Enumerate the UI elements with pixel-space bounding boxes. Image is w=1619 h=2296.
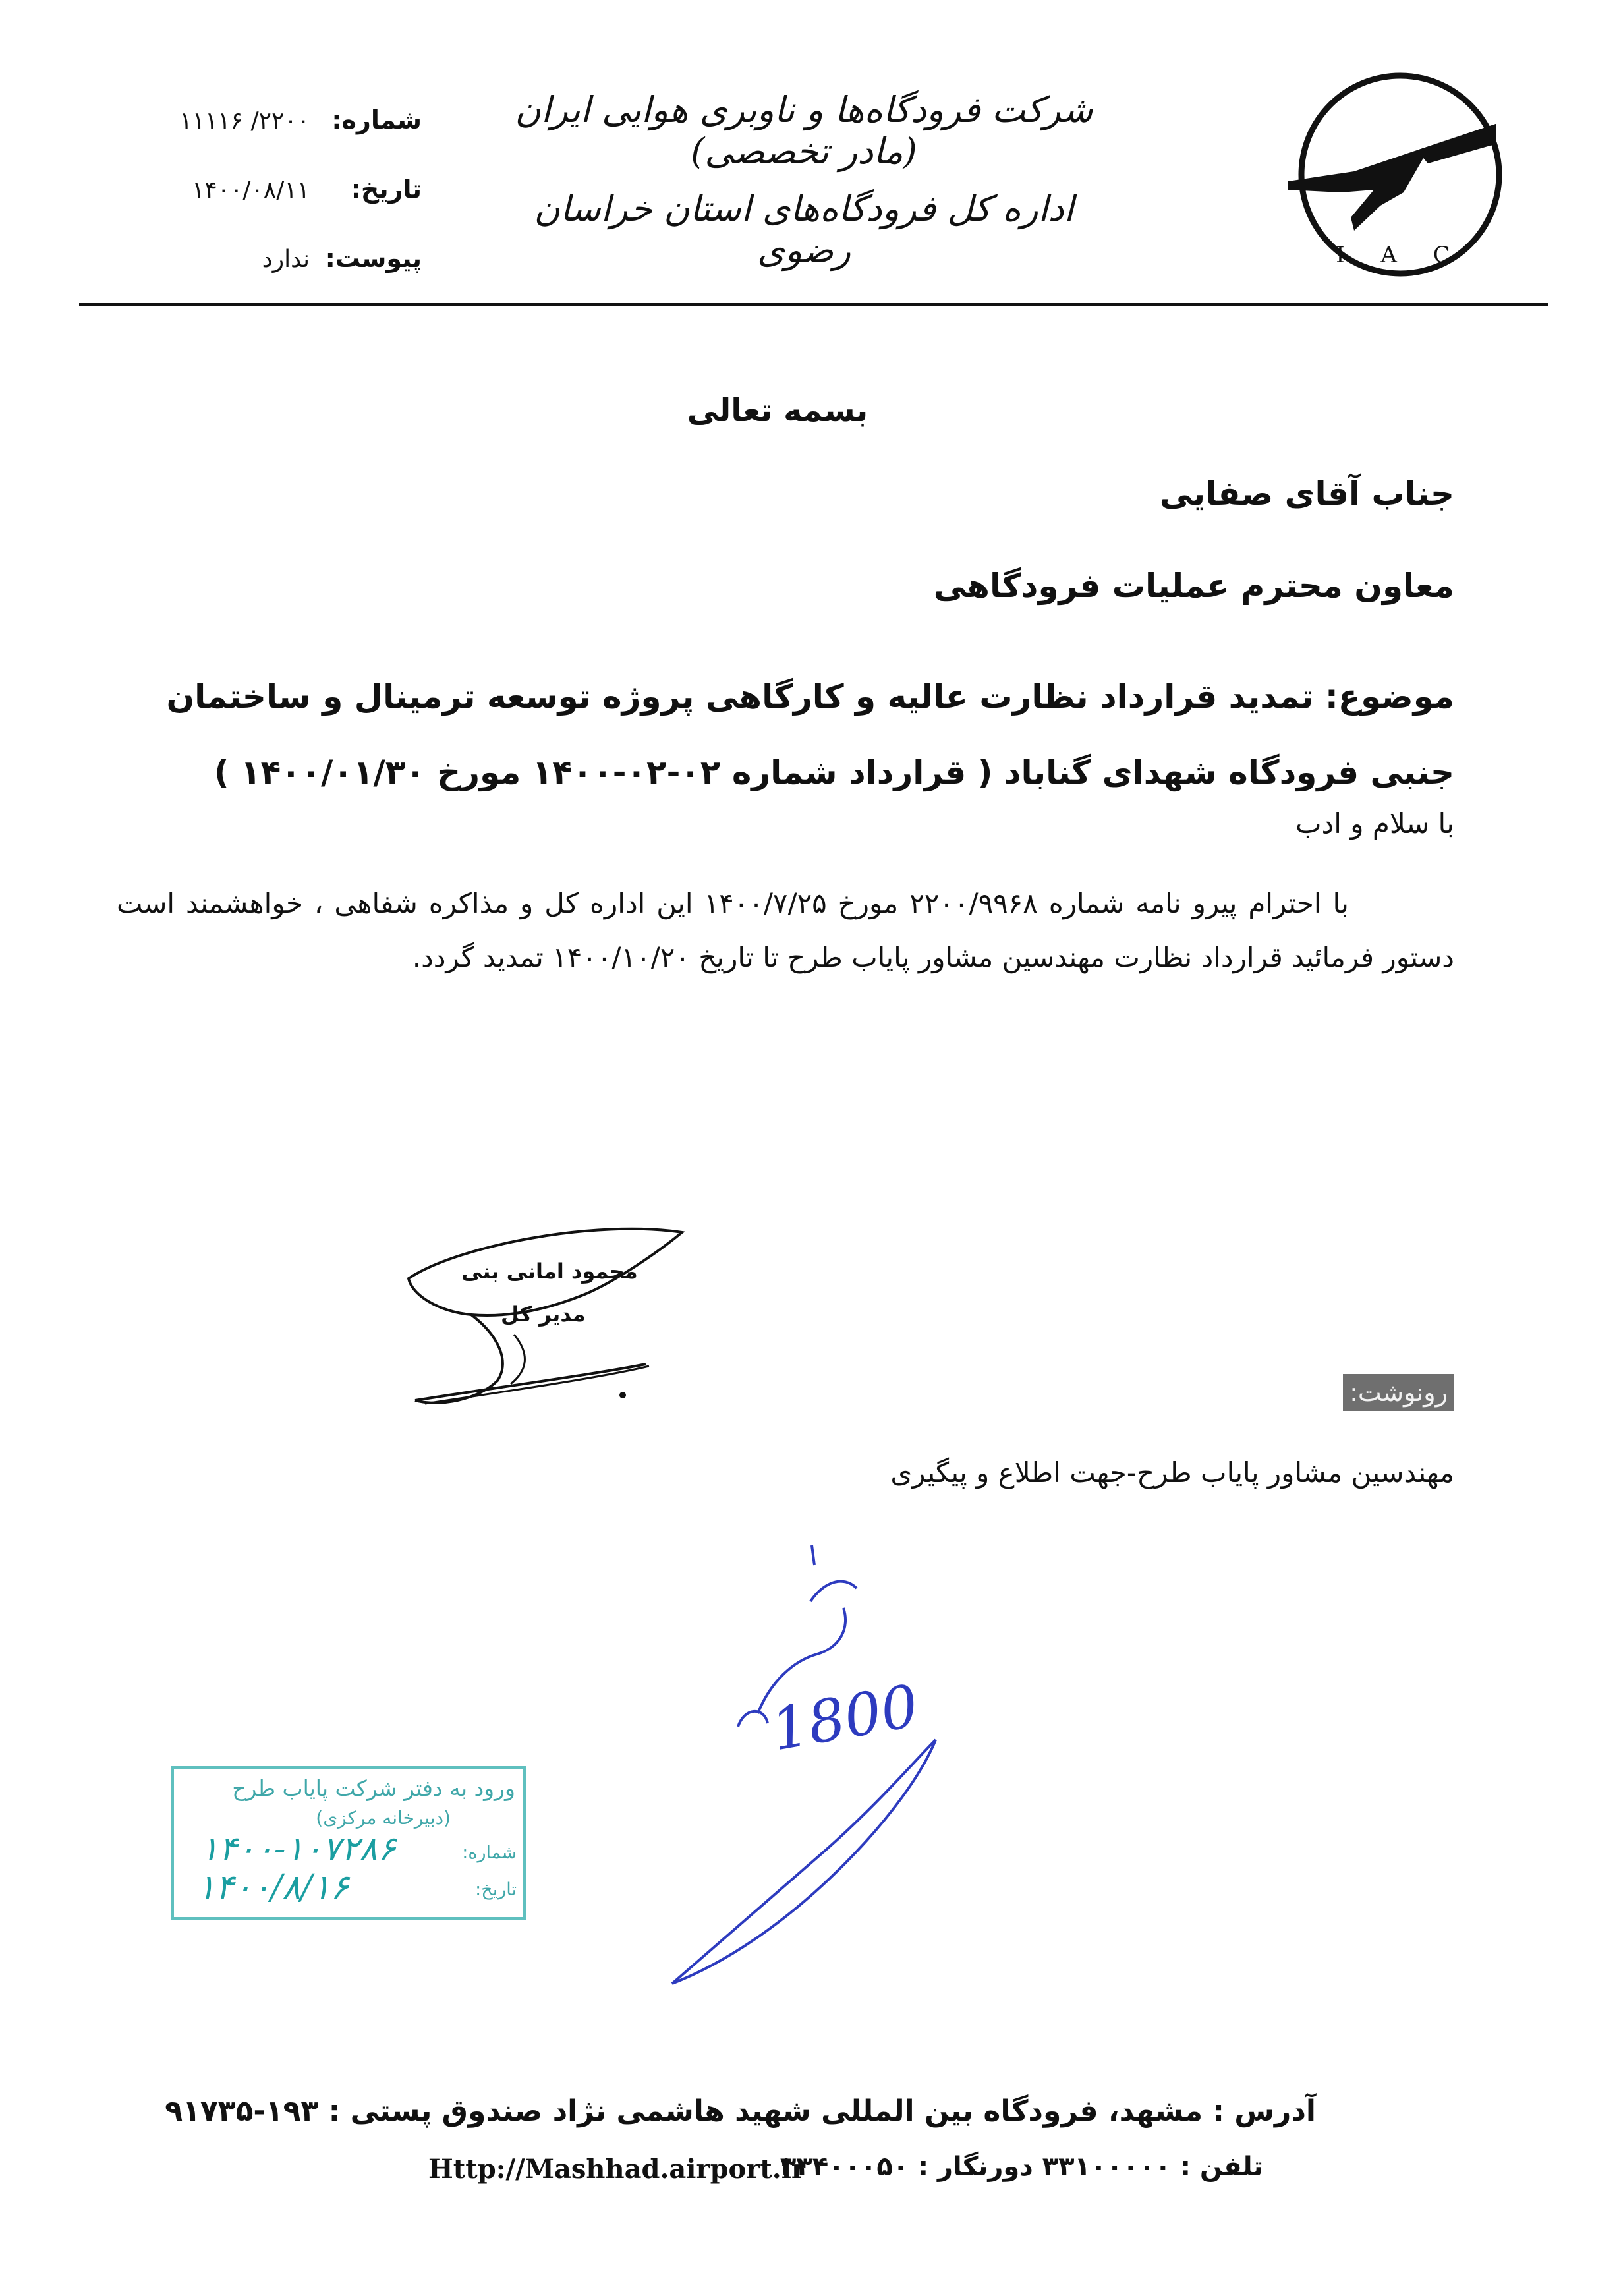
stamp-subtitle: (دبیرخانه مرکزی)	[316, 1807, 451, 1829]
footer-phone: تلفن : ۳۳۱۰۰۰۰۰ دورنگار : ۳۳۴۰۰۰۵۰	[780, 2152, 1263, 2182]
stamp-title: ورود به دفتر شرکت پایاب طرح	[232, 1775, 515, 1801]
stamp-number-label: شماره:	[462, 1843, 517, 1863]
stamp-date-value: ۱۴۰۰/۸/۱۶	[197, 1868, 349, 1907]
handwritten-note	[659, 1542, 955, 1990]
signer-name: محمود امانی بنی	[461, 1259, 638, 1284]
signer-title: مدیر کل	[501, 1302, 586, 1327]
letter-date-value: ۱۴۰۰/۰۸/۱۱	[192, 177, 310, 204]
handwritten-number: 1800	[766, 1671, 924, 1764]
office-name: اداره کل فرودگاه‌های استان خراسان رضوی	[534, 188, 1074, 271]
company-name: شرکت فرودگاه‌ها و ناوبری هوایی ایران (مادر تخصصی)	[515, 89, 1093, 172]
receipt-stamp	[171, 1766, 526, 1920]
iac-logo	[1275, 66, 1525, 283]
salutation-title: بسمه تعالی	[687, 392, 868, 429]
stamp-number-value: ۱۴۰۰-۱۰۷۲۸۶	[200, 1829, 396, 1869]
recipient-role: معاون محترم عملیات فرودگاهی	[933, 567, 1454, 605]
letter-number-row	[112, 105, 422, 145]
letter-number-value: ۲۲۰۰/ ۱۱۱۱۶	[179, 107, 310, 134]
copy-to-label: رونوشت:	[1343, 1374, 1454, 1411]
letter-date-label: تاریخ:	[351, 175, 422, 204]
attachment-value: ندارد	[262, 246, 310, 273]
attachment-label: پیوست:	[325, 244, 422, 273]
footer-website: Http://Mashhad.airport.ir	[428, 2154, 805, 2185]
stamp-date-label: تاریخ:	[475, 1880, 517, 1900]
recipient-name: جناب آقای صفایی	[1159, 474, 1454, 513]
letter-subject: موضوع: تمدید قرارداد نظارت عالیه و کارگاهی پروژه توسعه ترمینال و ساختمان جنبی فرودگاه شهدای گناباد ( قرارداد شماره ۰۲-۰۲-۱۴۰۰ مورخ ۱۴۰۰/۰۱/۳۰ )	[166, 677, 1454, 791]
greeting: با سلام و ادب	[1295, 807, 1454, 840]
svg-text:I A C: I A C	[1336, 242, 1465, 268]
copy-to-text: مهندسین مشاور پایاب طرح-جهت اطلاع و پیگیری	[890, 1456, 1454, 1489]
header-divider	[79, 303, 1548, 306]
footer-address: آدرس : مشهد، فرودگاه بین المللی شهید هاشمی نژاد صندوق پستی : ۱۹۳-۹۱۷۳۵	[165, 2094, 1316, 2128]
attachment-row	[112, 244, 422, 283]
letter-number-label: شماره:	[331, 105, 422, 134]
letter-body: با احترام پیرو نامه شماره ۲۲۰۰/۹۹۶۸ مورخ ۱۴۰۰/۷/۲۵ این اداره کل و مذاکره شفاهی ، خواهشمند است دستور فرمائید قرارداد نظارت مهندسین مشاور پایاب طرح تا تاریخ ۱۴۰۰/۱۰/۲۰ تمدید گردد.	[117, 887, 1454, 973]
letter-date-row	[112, 175, 422, 214]
